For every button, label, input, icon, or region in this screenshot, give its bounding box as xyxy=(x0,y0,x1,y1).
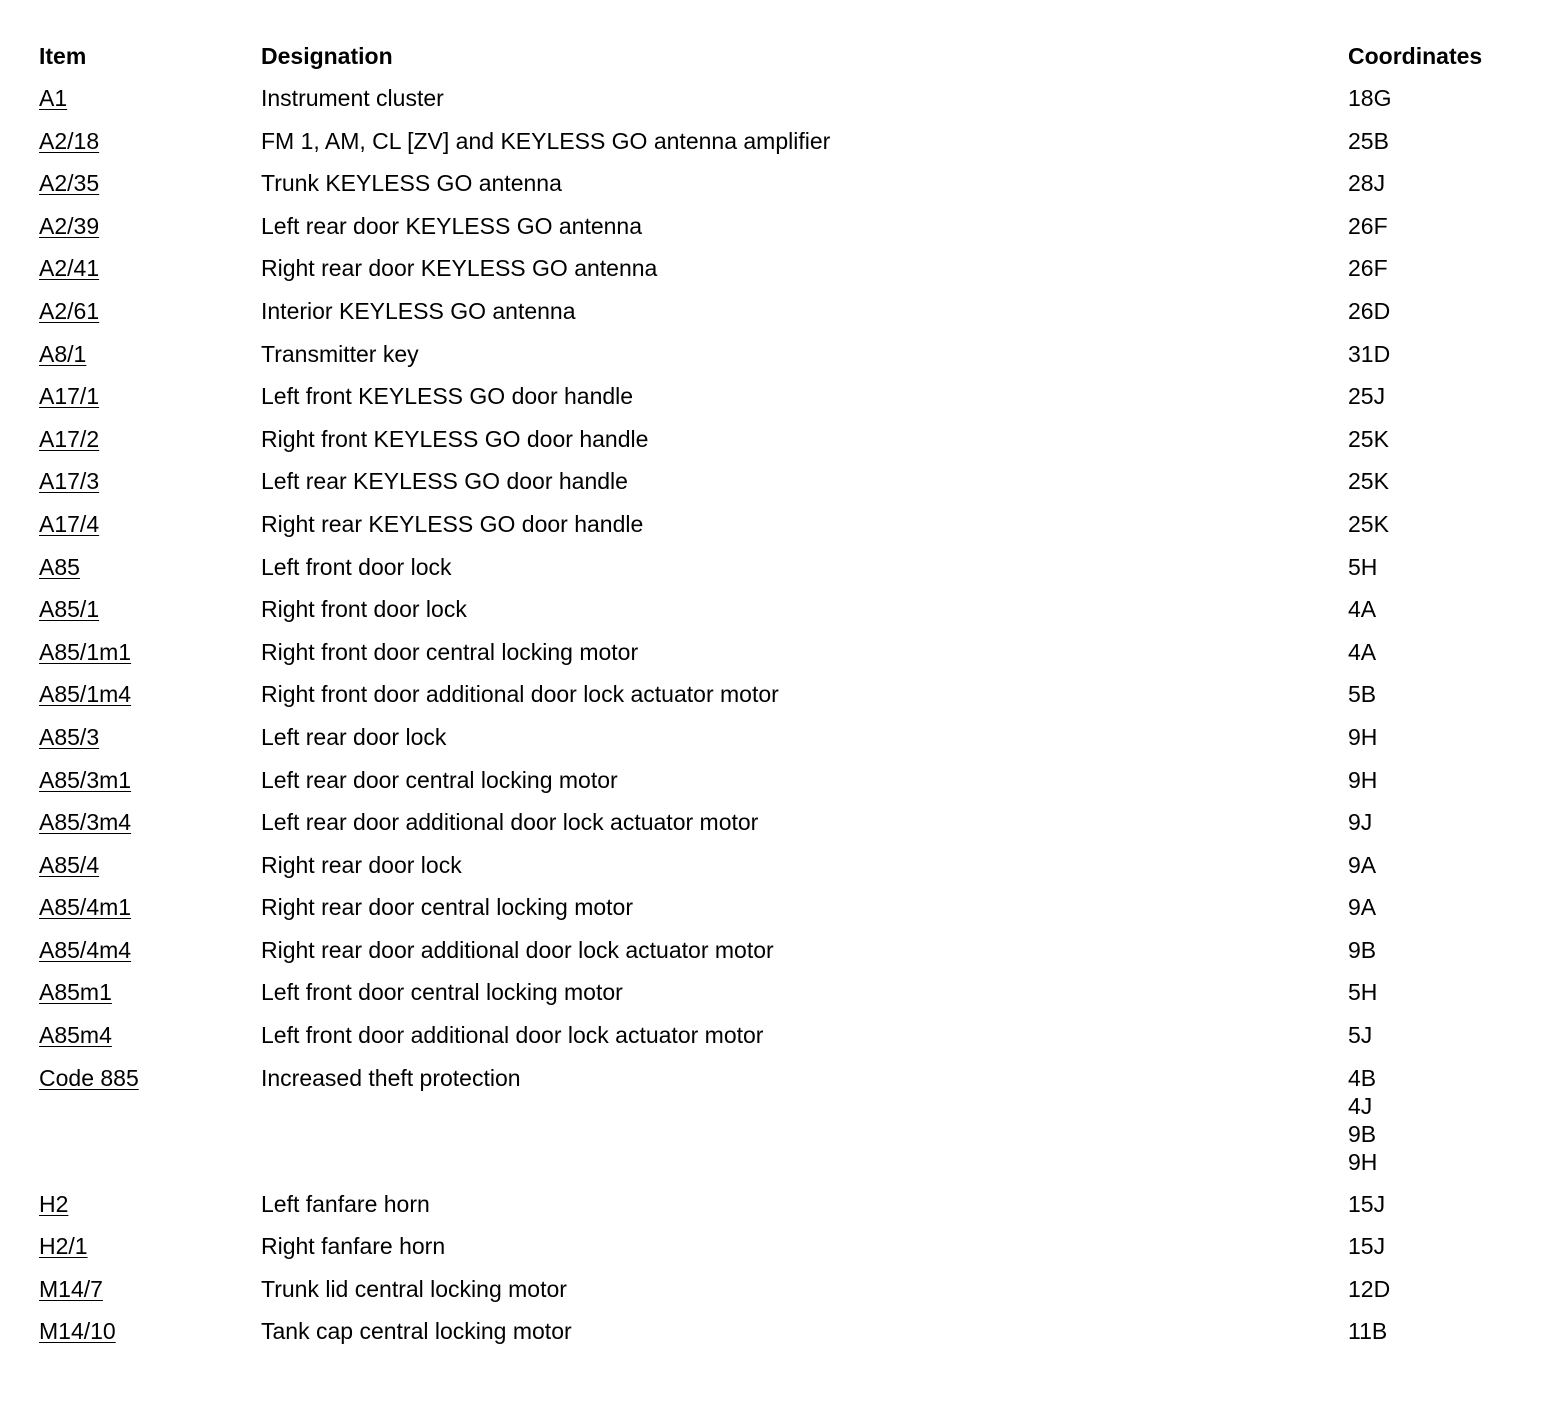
table-row xyxy=(39,1232,1539,1275)
item-link[interactable]: A2/35 xyxy=(39,170,100,197)
coordinates-cell xyxy=(1348,1064,1539,1176)
item-link[interactable]: A2/41 xyxy=(39,255,100,282)
item-cell xyxy=(39,169,261,197)
coordinate-value: 9B xyxy=(1348,936,1377,963)
item-link[interactable]: A1 xyxy=(39,85,68,111)
designation-cell: Right rear door lock xyxy=(261,851,462,878)
item-link[interactable]: A85m4 xyxy=(39,1022,112,1049)
table-row xyxy=(39,254,1539,297)
coordinate-value: 25K xyxy=(1348,425,1389,452)
designation-cell: Right front door central locking motor xyxy=(261,638,639,665)
coordinates-cell xyxy=(1348,1275,1539,1303)
coordinate-value: 5H xyxy=(1348,979,1378,1006)
item-cell xyxy=(39,84,261,112)
coordinates-cell xyxy=(1348,127,1539,155)
item-link[interactable]: A17/2 xyxy=(39,425,100,452)
table-row xyxy=(39,638,1539,681)
item-link[interactable]: A8/1 xyxy=(39,340,87,367)
coordinates-cell xyxy=(1348,212,1539,240)
designation-cell: Interior KEYLESS GO antenna xyxy=(261,297,576,324)
item-cell xyxy=(39,1317,261,1345)
coordinate-value: 25J xyxy=(1348,383,1386,410)
coordinate-value: 12D xyxy=(1348,1275,1391,1302)
designation-cell: FM 1, AM, CL [ZV] and KEYLESS GO antenna amplifier xyxy=(261,127,831,154)
designation-cell: Trunk lid central locking motor xyxy=(261,1275,567,1302)
designation-cell: Left front KEYLESS GO door handle xyxy=(261,383,634,410)
header-designation: Designation xyxy=(261,43,393,69)
coordinate-value: 4A xyxy=(1348,638,1377,665)
item-link[interactable]: H2/1 xyxy=(39,1233,88,1260)
table-row xyxy=(39,1190,1539,1233)
table-row xyxy=(39,127,1539,170)
coordinates-cell xyxy=(1348,169,1539,197)
coordinate-value: 18G xyxy=(1348,85,1392,111)
designation-cell: Right fanfare horn xyxy=(261,1233,446,1260)
table-row xyxy=(39,808,1539,851)
coordinate-value: 9H xyxy=(1348,766,1378,793)
item-cell xyxy=(39,467,261,495)
coordinates-cell xyxy=(1348,425,1539,453)
coordinates-cell xyxy=(1348,1190,1539,1218)
item-cell xyxy=(39,723,261,751)
coordinate-value: 9A xyxy=(1348,851,1377,878)
coordinate-value: 25K xyxy=(1348,468,1389,495)
designation-cell: Trunk KEYLESS GO antenna xyxy=(261,170,562,197)
item-cell xyxy=(39,382,261,410)
table-row xyxy=(39,467,1539,510)
designation-cell: Left fanfare horn xyxy=(261,1190,430,1217)
coordinate-value: 26D xyxy=(1348,297,1391,324)
table-row xyxy=(39,851,1539,894)
item-link[interactable]: A85m1 xyxy=(39,979,112,1006)
item-link[interactable]: A17/1 xyxy=(39,383,100,410)
table-body xyxy=(39,84,1539,1360)
coordinates-cell xyxy=(1348,766,1539,794)
table-row xyxy=(39,978,1539,1021)
item-link[interactable]: A17/4 xyxy=(39,510,100,537)
coordinates-cell xyxy=(1348,382,1539,410)
coordinate-value: 9A xyxy=(1348,894,1377,921)
table-row xyxy=(39,1064,1539,1190)
table-row xyxy=(39,297,1539,340)
item-link[interactable]: H2 xyxy=(39,1190,69,1217)
item-link[interactable]: A85/3m4 xyxy=(39,809,132,836)
coordinate-value: 28J xyxy=(1348,170,1386,197)
coordinates-cell xyxy=(1348,680,1539,708)
item-cell xyxy=(39,766,261,794)
item-cell xyxy=(39,254,261,282)
item-cell xyxy=(39,1190,261,1218)
coordinate-value: 9H xyxy=(1348,1148,1378,1175)
coordinate-value: 9B xyxy=(1348,1120,1377,1147)
item-link[interactable]: M14/7 xyxy=(39,1275,103,1302)
item-cell xyxy=(39,1064,261,1092)
designation-cell: Instrument cluster xyxy=(261,85,444,111)
table-row xyxy=(39,1021,1539,1064)
item-cell xyxy=(39,936,261,964)
item-link[interactable]: A85/4 xyxy=(39,851,100,878)
item-cell xyxy=(39,297,261,325)
component-legend-table xyxy=(39,40,1539,1360)
header-item: Item xyxy=(39,43,87,69)
item-link[interactable]: A2/61 xyxy=(39,297,100,324)
item-link[interactable]: A85/1 xyxy=(39,596,100,623)
item-cell xyxy=(39,212,261,240)
item-cell xyxy=(39,680,261,708)
item-cell xyxy=(39,127,261,155)
item-link[interactable]: A85/3m1 xyxy=(39,766,132,793)
coordinates-cell xyxy=(1348,978,1539,1006)
coordinates-cell xyxy=(1348,510,1539,538)
item-cell xyxy=(39,808,261,836)
designation-cell: Left front door additional door lock actuator motor xyxy=(261,1022,764,1049)
designation-cell: Left front door lock xyxy=(261,553,452,580)
item-cell xyxy=(39,595,261,623)
designation-cell: Right rear KEYLESS GO door handle xyxy=(261,510,644,537)
coordinates-cell xyxy=(1348,297,1539,325)
coordinate-value: 26F xyxy=(1348,255,1388,282)
item-cell xyxy=(39,1275,261,1303)
coordinate-value: 15J xyxy=(1348,1190,1386,1217)
designation-cell: Right rear door central locking motor xyxy=(261,894,633,921)
item-link[interactable]: A85/4m1 xyxy=(39,894,132,921)
item-link[interactable]: Code 885 xyxy=(39,1064,139,1091)
coordinate-value: 15J xyxy=(1348,1233,1386,1260)
item-cell xyxy=(39,978,261,1006)
coordinate-value: 4A xyxy=(1348,596,1377,623)
table-row xyxy=(39,169,1539,212)
designation-cell: Right front KEYLESS GO door handle xyxy=(261,425,649,452)
coordinates-cell xyxy=(1348,553,1539,581)
table-row xyxy=(39,893,1539,936)
coordinate-value: 5B xyxy=(1348,681,1377,708)
coordinate-value: 25B xyxy=(1348,127,1389,154)
designation-cell: Transmitter key xyxy=(261,340,419,367)
item-cell xyxy=(39,510,261,538)
item-cell xyxy=(39,340,261,368)
table-row xyxy=(39,936,1539,979)
table-row xyxy=(39,595,1539,638)
coordinate-value: 4J xyxy=(1348,1092,1373,1119)
table-row xyxy=(39,212,1539,255)
table-row xyxy=(39,553,1539,596)
table-row xyxy=(39,510,1539,553)
item-link[interactable]: A85 xyxy=(39,553,80,580)
coordinate-value: 25K xyxy=(1348,510,1389,537)
designation-cell: Right rear door additional door lock actuator motor xyxy=(261,936,774,963)
designation-cell: Left rear door lock xyxy=(261,723,447,750)
coordinates-cell xyxy=(1348,1317,1539,1345)
coordinates-cell xyxy=(1348,254,1539,282)
coordinates-cell xyxy=(1348,638,1539,666)
item-cell xyxy=(39,1021,261,1049)
table-row xyxy=(39,1317,1539,1360)
coordinates-cell xyxy=(1348,808,1539,836)
coordinates-cell xyxy=(1348,851,1539,879)
table-header xyxy=(39,40,1539,84)
coordinates-cell xyxy=(1348,936,1539,964)
coordinates-cell xyxy=(1348,467,1539,495)
table-row xyxy=(39,84,1539,127)
item-cell xyxy=(39,1232,261,1260)
coordinate-value: 11B xyxy=(1348,1318,1388,1345)
coordinate-value: 31D xyxy=(1348,340,1391,367)
item-link[interactable]: A2/18 xyxy=(39,127,100,154)
item-cell xyxy=(39,893,261,921)
coordinates-cell xyxy=(1348,84,1539,112)
item-link[interactable]: A85/4m4 xyxy=(39,936,132,963)
coordinate-value: 9J xyxy=(1348,809,1373,836)
coordinates-cell xyxy=(1348,595,1539,623)
coordinates-cell xyxy=(1348,893,1539,921)
designation-cell: Left front door central locking motor xyxy=(261,979,623,1006)
item-cell xyxy=(39,851,261,879)
table-row xyxy=(39,340,1539,383)
table-row xyxy=(39,382,1539,425)
coordinate-value: 9H xyxy=(1348,723,1378,750)
designation-cell: Right front door lock xyxy=(261,596,467,623)
coordinates-cell xyxy=(1348,1232,1539,1260)
table-row xyxy=(39,680,1539,723)
coordinates-cell xyxy=(1348,1021,1539,1049)
coordinate-value: 5H xyxy=(1348,553,1378,580)
designation-cell: Left rear door additional door lock actuator motor xyxy=(261,809,759,836)
designation-cell: Tank cap central locking motor xyxy=(261,1318,572,1345)
item-cell xyxy=(39,553,261,581)
designation-cell: Right rear door KEYLESS GO antenna xyxy=(261,255,658,282)
header-coordinates: Coordinates xyxy=(1348,43,1483,69)
designation-cell: Right front door additional door lock actuator motor xyxy=(261,681,779,708)
designation-cell: Left rear door central locking motor xyxy=(261,766,618,793)
designation-cell: Left rear KEYLESS GO door handle xyxy=(261,468,628,495)
item-link[interactable]: M14/10 xyxy=(39,1318,116,1345)
item-cell xyxy=(39,638,261,666)
item-link[interactable]: A2/39 xyxy=(39,212,100,239)
coordinate-value: 5J xyxy=(1348,1022,1373,1049)
table-row xyxy=(39,723,1539,766)
table-row xyxy=(39,1275,1539,1318)
item-link[interactable]: A85/1m1 xyxy=(39,638,132,665)
table-row xyxy=(39,766,1539,809)
item-cell xyxy=(39,425,261,453)
item-link[interactable]: A85/1m4 xyxy=(39,681,132,708)
item-link[interactable]: A17/3 xyxy=(39,468,100,495)
coordinate-value: 4B xyxy=(1348,1064,1377,1091)
coordinate-value: 26F xyxy=(1348,212,1388,239)
coordinates-cell xyxy=(1348,340,1539,368)
designation-cell: Increased theft protection xyxy=(261,1064,521,1091)
table-row xyxy=(39,425,1539,468)
designation-cell: Left rear door KEYLESS GO antenna xyxy=(261,212,643,239)
item-link[interactable]: A85/3 xyxy=(39,723,100,750)
coordinates-cell xyxy=(1348,723,1539,751)
